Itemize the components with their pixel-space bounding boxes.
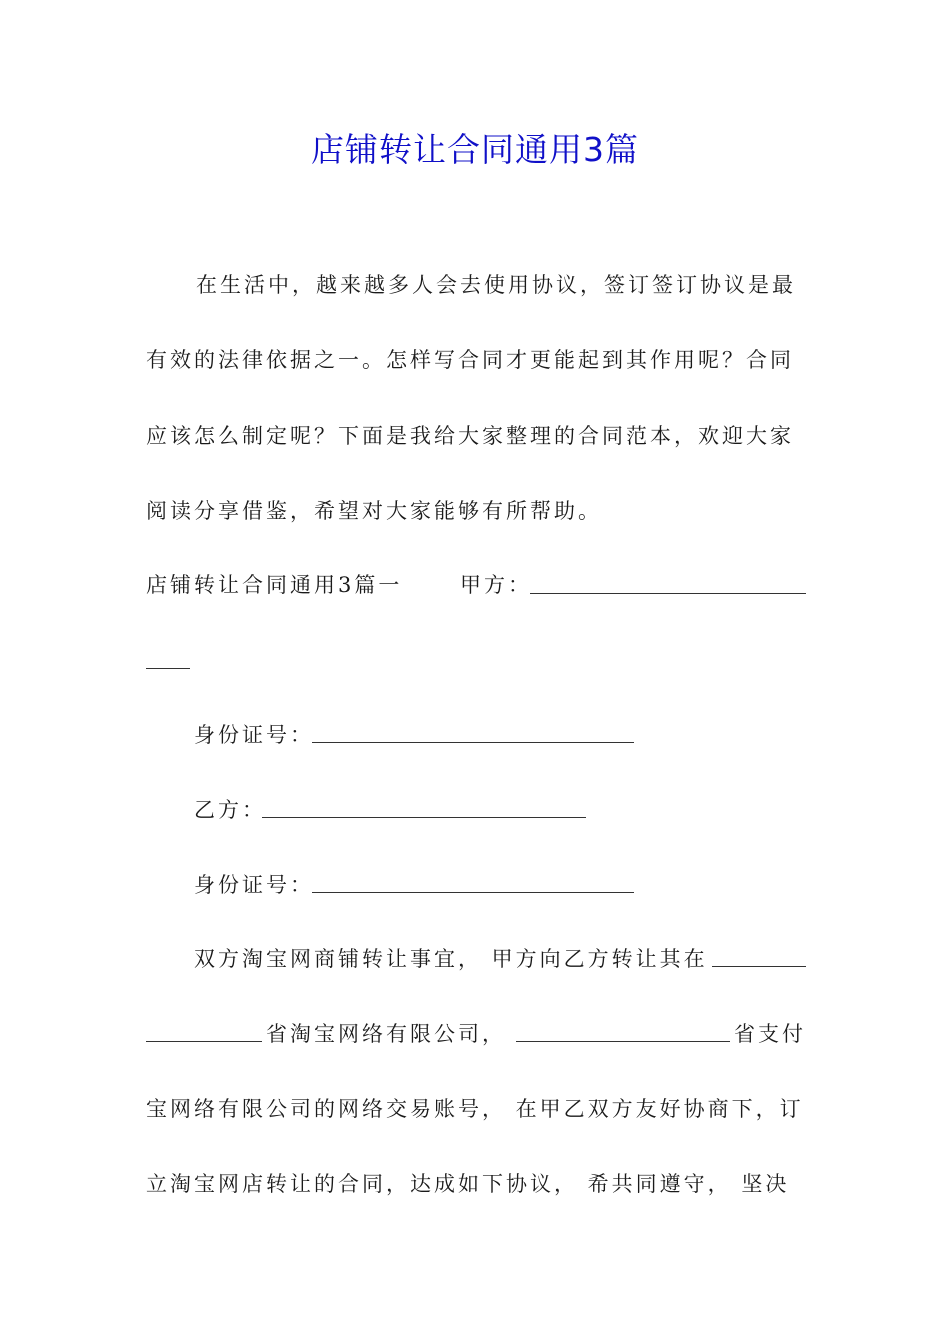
intro-line-2: 有效的法律依据之一。怎样写合同才更能起到其作用呢？合同 — [146, 348, 794, 372]
party-b-row — [194, 795, 266, 825]
body-line-3: 宝网络有限公司的网络交易账号， 在甲乙双方友好协商下，订 — [146, 1097, 804, 1121]
location-blank-1 — [712, 944, 806, 967]
body-line-2-mid: 省淘宝网络有限公司， — [266, 1022, 506, 1046]
party-a-row — [460, 570, 532, 600]
id-a-row — [194, 720, 314, 750]
party-a-label: 甲方： — [460, 573, 532, 597]
id-a-blank — [312, 720, 634, 743]
section-heading: 店铺转让合同通用3篇一 — [146, 573, 403, 597]
party-b-blank — [262, 795, 586, 818]
party-b-label: 乙方： — [194, 798, 266, 822]
body-line-2-end: 省支付 — [734, 1022, 806, 1046]
id-b-row — [194, 870, 314, 900]
id-b-blank — [312, 870, 634, 893]
intro-line-4: 阅读分享借鉴，希望对大家能够有所帮助。 — [146, 499, 602, 523]
body-line-4: 立淘宝网店转让的合同，达成如下协议， 希共同遵守， 坚决 — [146, 1172, 790, 1196]
intro-line-1: 在生活中，越来越多人会去使用协议，签订签订协议是最 — [196, 273, 796, 297]
location-blank-2 — [146, 1019, 262, 1042]
body-line-1: 双方淘宝网商铺转让事宜， 甲方向乙方转让其在 — [194, 947, 708, 971]
party-a-blank-continued — [146, 646, 190, 669]
location-blank-3 — [516, 1019, 730, 1042]
id-label-a: 身份证号： — [194, 723, 314, 747]
id-label-b: 身份证号： — [194, 873, 314, 897]
intro-line-3: 应该怎么制定呢？下面是我给大家整理的合同范本，欢迎大家 — [146, 424, 794, 448]
section-heading-row — [146, 570, 402, 600]
document-title: 店铺转让合同通用3篇 — [311, 130, 639, 169]
party-a-blank — [530, 571, 806, 594]
